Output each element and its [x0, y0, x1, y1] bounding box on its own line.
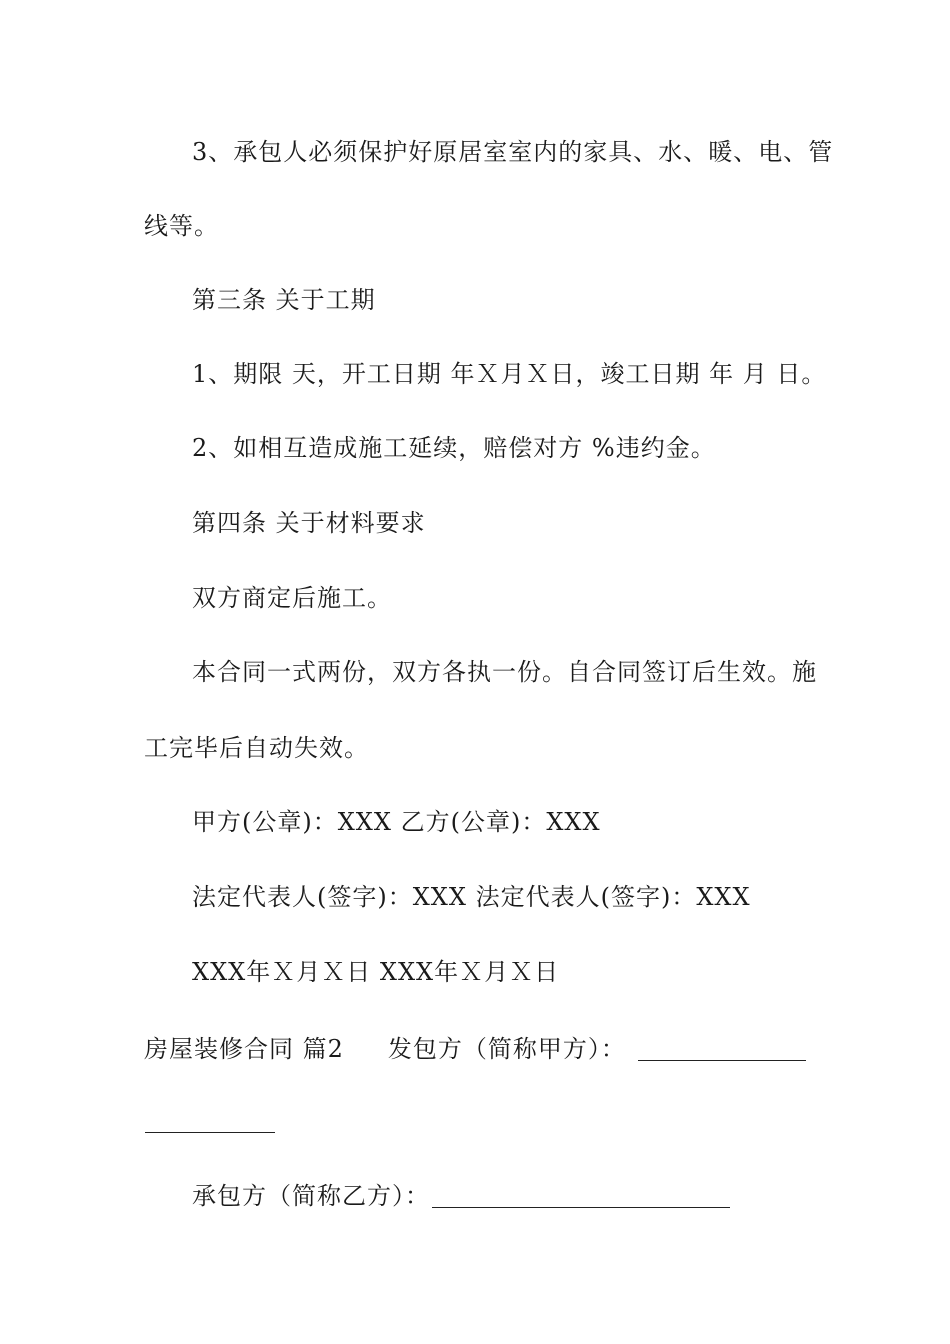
date-line: XXX年Ｘ月Ｘ日 XXX年Ｘ月Ｘ日	[192, 958, 560, 986]
seal-line: 甲方(公章)：XXX 乙方(公章)：XXX	[192, 808, 601, 836]
paragraph-protection-line1: 3、承包人必须保护好原居室室内的家具、水、暖、电、管	[192, 138, 834, 166]
article-4-heading: 第四条 关于材料要求	[192, 509, 426, 537]
term-duration: 1、期限 天，开工日期 年Ｘ月Ｘ日，竣工日期 年 月 日。	[192, 360, 827, 388]
party-b-blank	[432, 1207, 730, 1208]
section2-header	[144, 1033, 626, 1065]
material-paragraph: 双方商定后施工。	[192, 584, 392, 612]
paragraph-protection-line2: 线等。	[144, 212, 219, 240]
party-a-blank-continued	[145, 1132, 275, 1133]
party-a-blank	[638, 1060, 806, 1061]
party-a-label: 发包方（简称甲方）：	[387, 1035, 626, 1063]
signature-line: 法定代表人(签字)：XXX 法定代表人(签字)：XXX	[192, 883, 751, 911]
copies-paragraph-line1: 本合同一式两份，双方各执一份。自合同签订后生效。施	[192, 658, 817, 686]
section2-title: 房屋装修合同 篇2	[144, 1035, 344, 1063]
copies-paragraph-line2: 工完毕后自动失效。	[144, 734, 369, 762]
party-b-label: 承包方（简称乙方）：	[192, 1182, 430, 1210]
term-penalty: 2、如相互造成施工延续，赔偿对方 %违约金。	[192, 434, 716, 462]
article-3-heading: 第三条 关于工期	[192, 286, 376, 314]
